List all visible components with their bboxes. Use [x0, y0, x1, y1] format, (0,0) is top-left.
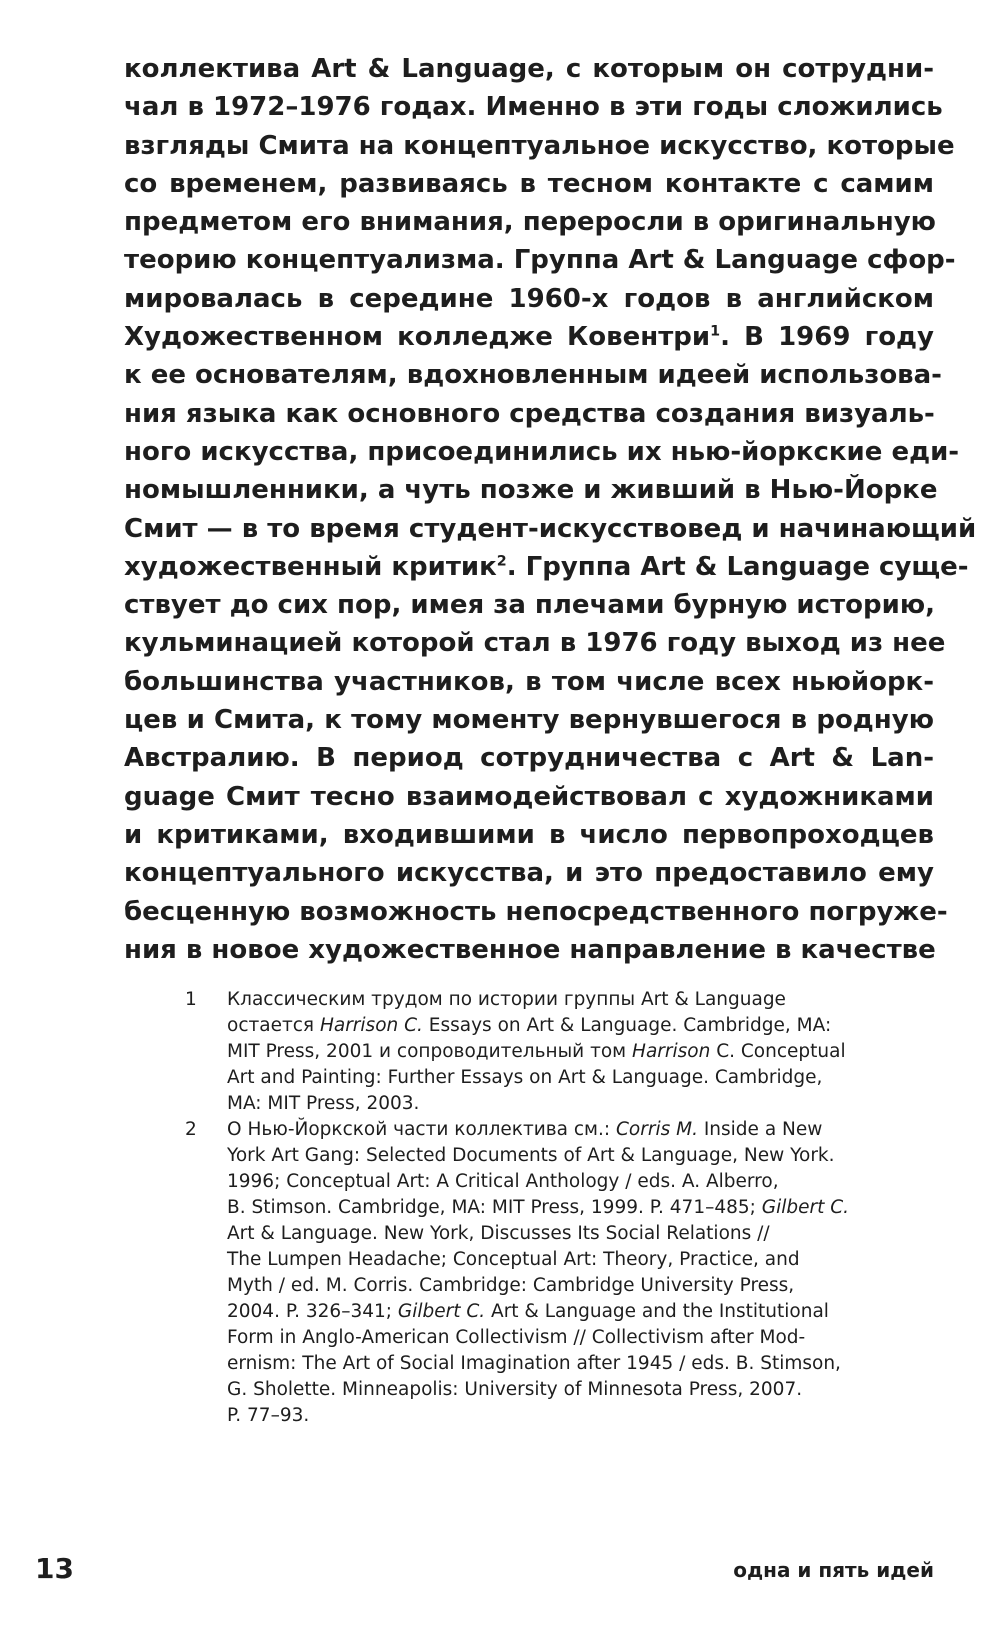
text-line: ного искусства, присоединились их нью-йоркские еди-: [124, 436, 960, 467]
page-number: 13: [35, 1552, 74, 1585]
footnote-line: [185, 1325, 925, 1351]
footnote-line: [185, 1013, 925, 1039]
text-line: коллектива Art & Language, с которым он сотрудни-: [124, 54, 934, 84]
text-line: кульминацией которой стал в 1976 году выход из нее: [124, 628, 946, 659]
footnote-line: [185, 1039, 925, 1065]
author-name: Gilbert C.: [761, 1197, 850, 1218]
text-line: Смит — в то время студент-искусствовед и начинающий: [124, 513, 977, 544]
text-fragment: C. Conceptual: [710, 1041, 846, 1062]
text-line: со временем, развиваясь в тесном контакте с самим: [124, 168, 934, 199]
footnote-line: [185, 1299, 925, 1325]
text-line: бесценную возможность непосредственного погруже-: [124, 896, 948, 927]
footnote-number: 1: [185, 989, 197, 1010]
footnote-line: [185, 987, 925, 1013]
author-name: Harrison C.: [319, 1015, 423, 1036]
text-line: чал в 1972–1976 годах. Именно в эти годы сложились: [124, 92, 943, 123]
footnote-line: [185, 1169, 925, 1195]
main-text: [124, 50, 977, 969]
footnotes: [185, 987, 925, 1429]
text-fragment: 1996; Conceptual Art: A Critical Anthology / eds. A. Alberro,: [227, 1171, 779, 1192]
author-name: Harrison: [632, 1041, 711, 1062]
text-line: [124, 548, 969, 586]
text-fragment: York Art Gang: Selected Documents of Art & Language, New York.: [227, 1145, 835, 1166]
footnote-line: [185, 1403, 925, 1429]
footnote-ref-2[interactable]: 2: [496, 553, 507, 570]
text-line: ния языка как основного средства создания визуаль-: [124, 398, 935, 429]
author-name: Corris M.: [616, 1119, 698, 1140]
text-fragment: MIT Press, 2001 и сопроводительный том: [227, 1041, 633, 1062]
footnote-line: [185, 1377, 925, 1403]
text-line: концептуального искусства, и это предоставило ему: [124, 858, 934, 889]
text-fragment: Art & Language. New York, Discusses Its Social Relations //: [227, 1223, 770, 1244]
text-fragment: Классическим трудом по истории группы Art & Language: [227, 989, 786, 1010]
text-fragment: Myth / ed. M. Corris. Cambridge: Cambridge University Press,: [227, 1275, 795, 1296]
text-fragment: . Группа Art & Language суще-: [506, 551, 969, 582]
text-line: большинства участников, в том числе всех ньюйорк-: [124, 666, 934, 697]
text-line: Австралию. В период сотрудничества с Art & Lan-: [124, 743, 934, 774]
text-fragment: Form in Anglo-American Collectivism // Collectivism after Mod-: [227, 1327, 806, 1348]
text-line: цев и Смита, к тому моменту вернувшегося в родную: [124, 705, 934, 736]
text-fragment: Essays on Art & Language. Cambridge, MA:: [422, 1015, 832, 1036]
author-name: Gilbert C.: [397, 1301, 486, 1322]
text-line: [124, 318, 934, 356]
footnote-line: [185, 1221, 925, 1247]
footnote-line: [185, 1091, 925, 1117]
text-fragment: художественный критик: [124, 551, 497, 582]
text-fragment: Art and Painting: Further Essays on Art & Language. Cambridge,: [227, 1067, 823, 1088]
text-fragment: B. Stimson. Cambridge, MA: MIT Press, 1999. P. 471–485;: [227, 1197, 762, 1218]
text-line: мировалась в середине 1960-х годов в английском: [124, 283, 934, 314]
text-fragment: остается: [227, 1015, 320, 1036]
footnote-line: [185, 1117, 925, 1143]
footnote: [185, 987, 925, 1117]
footnote: [185, 1117, 925, 1429]
text-fragment: The Lumpen Headache; Conceptual Art: Theory, Practice, and: [227, 1249, 800, 1270]
text-fragment: ernism: The Art of Social Imagination after 1945 / eds. B. Stimson,: [227, 1353, 841, 1374]
footnote-line: [185, 1247, 925, 1273]
text-fragment: Художественном колледже Ковентри: [124, 322, 711, 353]
footnote-number: 2: [185, 1119, 197, 1140]
text-fragment: P. 77–93.: [227, 1405, 310, 1426]
text-fragment: 2004. P. 326–341;: [227, 1301, 398, 1322]
text-line: к ее основателям, вдохновленным идеей использова-: [124, 360, 942, 391]
text-line: номышленники, а чуть позже и живший в Нью-Йорке: [124, 475, 938, 506]
text-line: взгляды Смита на концептуальное искусство, которые: [124, 130, 955, 161]
text-fragment: . В 1969 году: [720, 322, 935, 353]
footnote-line: [185, 1273, 925, 1299]
text-line: ствует до сих пор, имея за плечами бурную историю,: [124, 590, 935, 621]
running-title: одна и пять идей: [733, 1558, 934, 1582]
text-line: теорию концептуализма. Группа Art & Language сфор-: [124, 245, 956, 276]
footnote-line: [185, 1065, 925, 1091]
text-line: guage Смит тесно взаимодействовал с художниками: [124, 781, 934, 812]
text-fragment: Inside a New: [697, 1119, 823, 1140]
text-fragment: MA: MIT Press, 2003.: [227, 1093, 420, 1114]
text-line: предметом его внимания, переросли в оригинальную: [124, 207, 936, 238]
text-fragment: О Нью-Йоркской части коллектива см.:: [227, 1119, 617, 1140]
footnote-line: [185, 1195, 925, 1221]
footnote-line: [185, 1351, 925, 1377]
footnote-line: [185, 1143, 925, 1169]
footnote-ref-1[interactable]: 1: [710, 323, 721, 340]
text-fragment: G. Sholette. Minneapolis: University of Minnesota Press, 2007.: [227, 1379, 803, 1400]
text-line: ния в новое художественное направление в качестве: [124, 934, 936, 965]
text-fragment: Art & Language and the Institutional: [485, 1301, 829, 1322]
text-line: и критиками, входившими в число первопроходцев: [124, 819, 934, 850]
